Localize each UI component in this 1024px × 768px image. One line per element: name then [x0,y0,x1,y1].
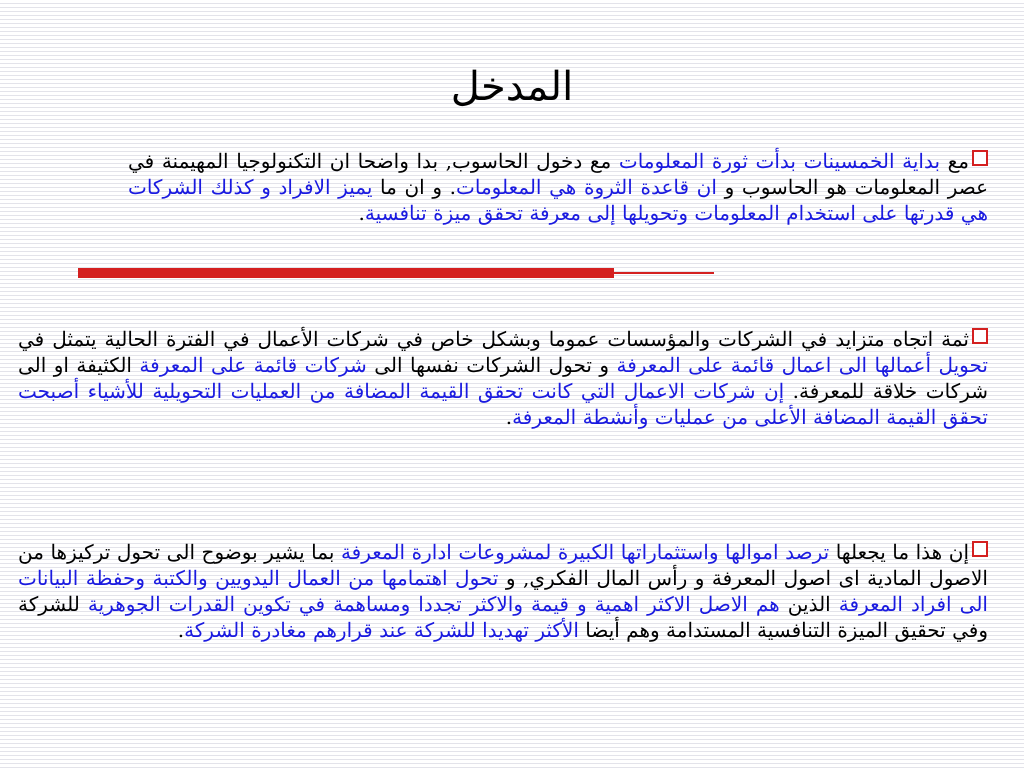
p2-highlight-b: تحويل أعمالها الى اعمال قائمة على المعرفة [616,353,988,377]
p3-text-a: إن هذا ما يجعلها [829,540,969,564]
p3-text-i: . [177,618,185,642]
square-bullet-icon [972,150,988,166]
p1-highlight-d: ان قاعدة الثروة هي المعلومات [456,175,717,199]
paragraph-2 [18,326,988,430]
thin-divider-line [614,272,714,274]
p3-highlight-h: الأكثر تهديدا للشركة عند قرارهم مغادرة الشركة [184,618,579,642]
p2-highlight-d: شركات قائمة على المعرفة [139,353,367,377]
p1-highlight-f: يميز الافراد و كذلك الشركات هي قدرتها على استخدام المعلومات وتحويلها إلى معرفة تحقق ميزة تنافسية [128,175,988,225]
p1-text-e: . و ان ما [372,175,457,199]
p2-text-e: الكثيفة او الى شركات خلاقة للمعرفة. [18,353,988,403]
square-bullet-icon [972,541,988,557]
paragraph-1 [128,148,988,226]
p3-text-c: بما يشير بوضوح الى تحول تركيزها من الاصول المادية اى اصول المعرفة و رأس المال الفكري, و [18,540,988,590]
p3-highlight-d: تحول اهتمامها من العمال اليدويين والكتبة وحفظة البيانات الى افراد المعرفة [18,566,988,616]
square-bullet-icon [972,328,988,344]
p1-highlight-b: بداية الخمسينات بدأت ثورة المعلومات [618,149,941,173]
p1-text-a: مع [940,149,969,173]
p3-highlight-b: ترصد اموالها واستثماراتها الكبيرة لمشروعات ادارة المعرفة [340,540,830,564]
p1-text-c: مع دخول الحاسوب, بدا واضحا ان التكنولوجيا المهيمنة في عصر المعلومات هو الحاسوب و [128,149,989,199]
paragraph-3 [18,539,988,643]
p1-text-g: . [358,201,365,225]
p3-text-g: للشركة وفي تحقيق الميزة التنافسية المستدامة وهم أيضا [18,592,988,642]
p3-highlight-f: هم الاصل الاكثر اهمية و قيمة والاكثر تجددا ومساهمة في تكوين القدرات الجوهرية [87,592,780,616]
p2-text-c: و تحول الشركات نفسها الى [366,353,617,377]
red-divider-bar [78,268,614,278]
p2-highlight-f: إن شركات الاعمال التي كانت تحقق القيمة المضافة من العمليات التحويلية للأشياء أصبحت تحقق القيمة المضافة الأعلى من عمليات وأنشطة المعرفة [18,379,988,429]
p2-text-g: . [505,405,513,429]
slide-title: المدخل [450,64,574,110]
p2-text-a: ثمة اتجاه متزايد في الشركات والمؤسسات عموما وبشكل خاص في شركات الأعمال في الفترة الحالية يتمثل في [18,327,969,351]
p3-text-e: الذين [779,592,839,616]
